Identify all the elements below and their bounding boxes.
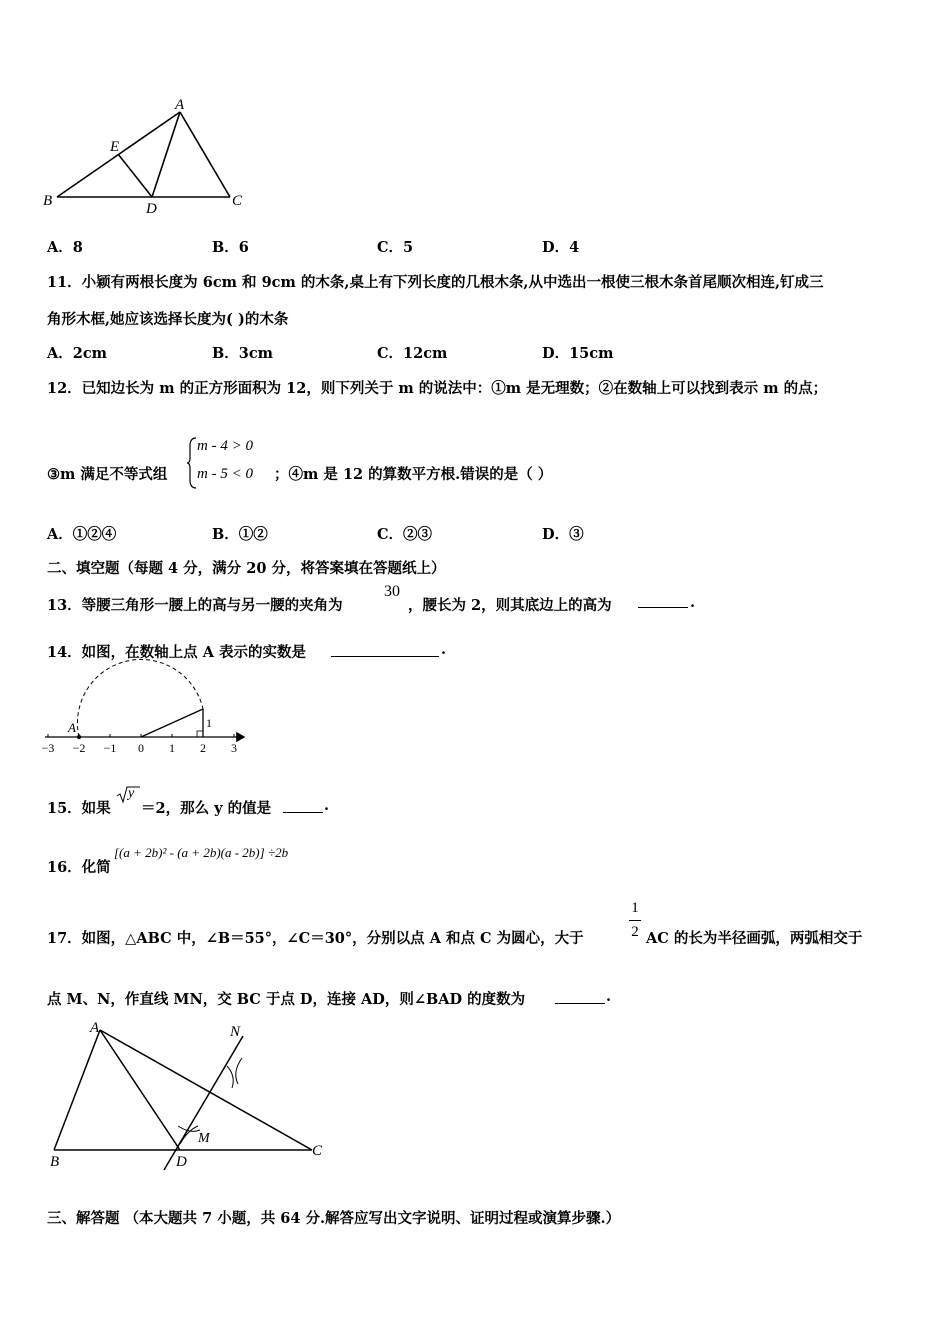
fig-q17-label-c: C — [312, 1143, 323, 1159]
fig-q10-label-e: E — [110, 139, 120, 155]
q10-option-d: D．4 — [542, 239, 580, 256]
q17-answer-blank[interactable] — [555, 1003, 605, 1004]
q12-inequality-2: m - 5 < 0 — [197, 466, 253, 482]
q12-line2-pre: ③m 满足不等式组 — [47, 466, 168, 483]
q14-tick-label: −3 — [41, 741, 55, 755]
q17-line1-pre: 17．如图，△ABC 中，∠B＝55°，∠C＝30°，分别以点 A 和点 C 为圆心，大于 — [47, 930, 584, 947]
q12-option-b: B．①② — [212, 526, 268, 543]
q12-inequality-1: m - 4 > 0 — [197, 438, 253, 454]
fig-q10-label-d: D — [146, 201, 157, 217]
fig-q17-label-b: B — [50, 1154, 60, 1170]
q15-text-pre: 15．如果 — [47, 800, 111, 817]
q11-option-d: D．15cm — [542, 345, 614, 362]
q13-angle: 30 — [384, 583, 400, 600]
q14-height-label: 1 — [206, 716, 212, 730]
figure-q17-triangle — [40, 1018, 340, 1178]
fig-q10-label-b: B — [43, 193, 53, 209]
q14-tick-label: 2 — [200, 741, 206, 755]
q17-end: . — [606, 988, 612, 1005]
q16-text-pre: 16．化简 — [47, 859, 111, 876]
q11-line2: 角形木框,她应该选择长度为( )的木条 — [47, 311, 289, 328]
q12-line1: 12．已知边长为 m 的正方形面积为 12，则下列关于 m 的说法中：①m 是无理数；②在数轴上可以找到表示 m 的点； — [47, 380, 828, 397]
q10-option-a: A．8 — [47, 239, 83, 256]
q11-option-a: A．2cm — [47, 345, 108, 362]
q17-line1-post: AC 的长为半径画弧，两弧相交于 — [646, 930, 863, 947]
q17-fraction-numerator: 1 — [631, 900, 639, 916]
fig-q17-label-d: D — [176, 1154, 187, 1170]
q14-tick-label: −2 — [72, 741, 86, 755]
q13-text-post: ，腰长为 2，则其底边上的高为 — [408, 597, 612, 614]
fig-q17-label-a: A — [90, 1020, 100, 1036]
q12-option-a: A．①②④ — [47, 526, 117, 543]
q14-tick-label: 3 — [231, 741, 237, 755]
fig-q17-label-n: N — [230, 1024, 241, 1040]
q16-expression: [(a + 2b)² - (a + 2b)(a - 2b)] ÷2b — [114, 845, 289, 860]
fig-q17-label-m: M — [198, 1131, 210, 1146]
q12-option-c: C．②③ — [377, 526, 433, 543]
q13-end: . — [690, 594, 696, 611]
q15-end: . — [324, 797, 330, 814]
q15-sqrt-variable: y — [128, 786, 135, 801]
q14-tick-label: 1 — [169, 741, 175, 755]
q11-option-b: B．3cm — [212, 345, 274, 362]
q12-line2-post: ；④m 是 12 的算数平方根.错误的是（ ） — [274, 466, 553, 483]
q14-point-label: A — [68, 720, 76, 735]
q10-option-b: B．6 — [212, 239, 249, 256]
fig-q10-label-a: A — [175, 97, 185, 113]
fig-q10-label-c: C — [232, 193, 243, 209]
q10-option-c: C．5 — [377, 239, 414, 256]
q14-answer-blank[interactable] — [331, 656, 439, 657]
q13-text-pre: 13．等腰三角形一腰上的高与另一腰的夹角为 — [47, 597, 343, 614]
q12-option-d: D．③ — [542, 526, 584, 543]
q14-tick-label: 0 — [138, 741, 144, 755]
q17-line2: 点 M、N，作直线 MN，交 BC 于点 D，连接 AD，则∠BAD 的度数为 — [47, 991, 526, 1008]
q17-fraction-denominator: 2 — [631, 924, 639, 940]
q11-option-c: C．12cm — [377, 345, 448, 362]
section-2-heading: 二、填空题（每题 4 分，满分 20 分，将答案填在答题纸上） — [47, 560, 446, 577]
q14-end: . — [441, 641, 447, 658]
q14-text: 14．如图，在数轴上点 A 表示的实数是 — [47, 644, 307, 661]
figure-q10-triangle — [40, 95, 260, 215]
section-3-heading: 三、解答题 （本大题共 7 小题，共 64 分.解答应写出文字说明、证明过程或演算步骤.） — [47, 1210, 621, 1227]
q15-text-mid: ＝2，那么 y 的值是 — [141, 800, 272, 817]
q15-answer-blank[interactable] — [283, 812, 323, 813]
q13-answer-blank[interactable] — [638, 607, 688, 608]
q14-tick-label: −1 — [103, 741, 117, 755]
figure-q14-number-line — [40, 665, 260, 760]
q17-fraction-bar — [629, 920, 641, 921]
q11-line1: 11．小颖有两根长度为 6cm 和 9cm 的木条,桌上有下列长度的几根木条,从中选出一根使三根木条首尾顺次相连,钉成三 — [47, 274, 824, 291]
